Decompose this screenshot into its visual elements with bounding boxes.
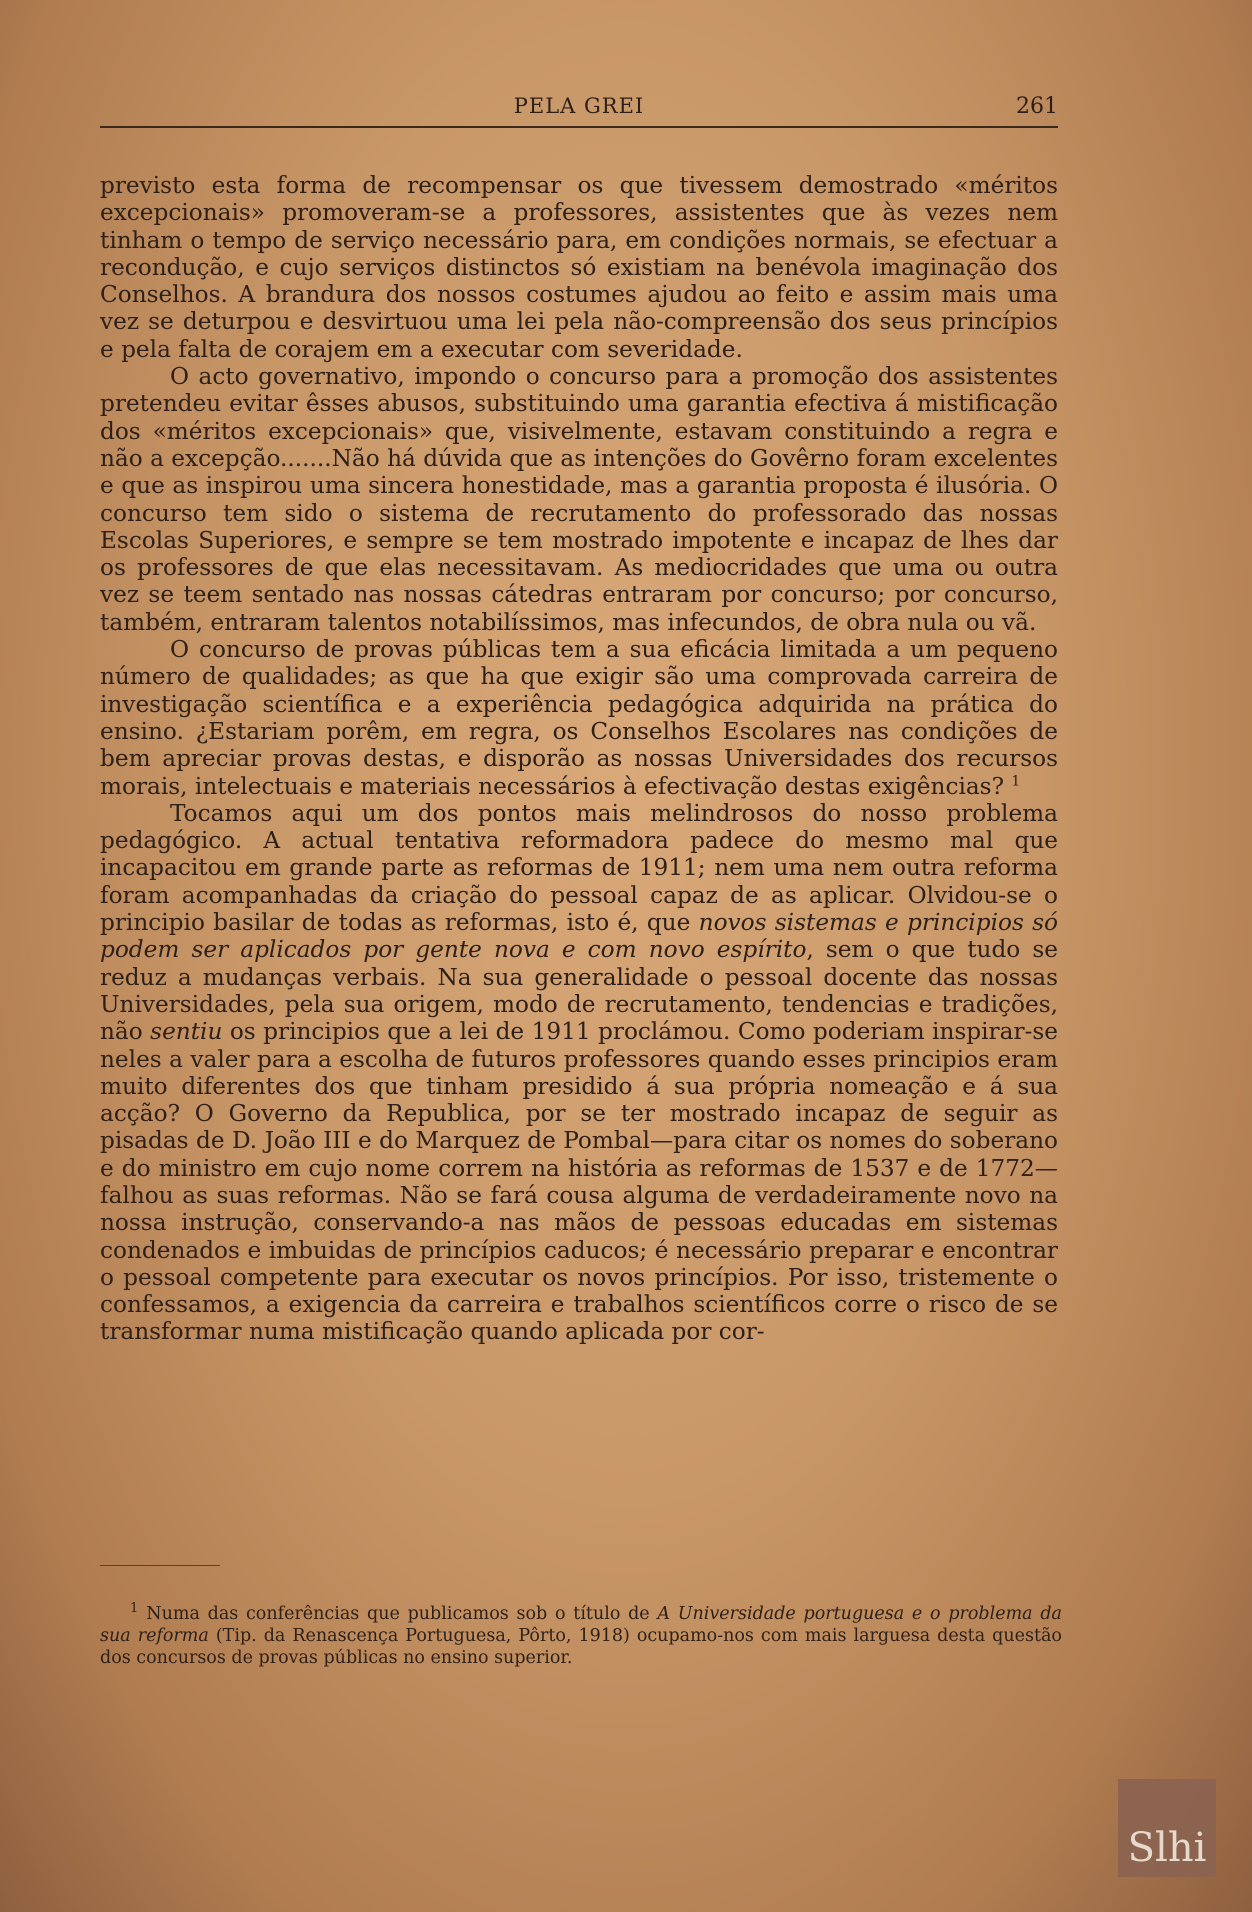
- footnote-text-a: Numa das conferências que publicamos sob o título de: [146, 1603, 658, 1624]
- paragraph-1: previsto esta forma de recompensar os que tivessem demostrado «méritos excepcionais» promoveram-se a professores, assistentes que às vezes nem tinham o tempo de serviço necessário para, em condições normais, se efectuar a recondução, e cujo serviços distinctos só existiam na benévola imaginação dos Conselhos. A brandura dos nossos costumes ajudou ao feito e assim mais uma vez se deturpou e desvirtuou uma lei pela não-compreensão dos seus princípios e pela falta de corajem em a executar com severidade.: [100, 172, 1058, 363]
- paragraph-4: [100, 800, 1058, 1346]
- paragraph-4-emphasis-2: sentiu: [150, 1018, 223, 1046]
- footnote: [100, 1598, 1062, 1669]
- library-logo: Slhi: [1118, 1779, 1216, 1877]
- page-number: 261: [1016, 94, 1058, 119]
- paragraph-4-part-b: , sem o que tudo se reduz a mudanças verbais. Na sua generalidade o pessoal docente das nossas Universidades, pela sua origem, modo de recrutamento, tendencias e tradições, não: [100, 936, 1058, 1046]
- footnote-mark: 1: [130, 1601, 139, 1616]
- paragraph-4-part-c: os principios que a lei de 1911 proclámou. Como poderiam inspirar-se neles a valer para a escolha de futuros professores quando esses principios eram muito diferentes dos que tinham presidido á sua própria nomeação e á sua acção? O Governo da Republica, por se ter mostrado incapaz de seguir as pisadas de D. João III e do Marquez de Pombal—para citar os nomes do soberano e do ministro em cujo nome correm na história as reformas de 1537 e de 1772—falhou as suas reformas. Não se fará cousa alguma de verdadeiramente novo na nossa instrução, conservando-a nas mãos de pessoas educadas em sistemas condenados e imbuidas de princípios caducos; é necessário preparar e encontrar o pessoal competente para executar os novos princípios. Por isso, tristemente o confessamos, a exigencia da carreira e trabalhos scientíficos corre o risco de se transformar numa mistificação quando aplicada por cor-: [100, 1018, 1059, 1346]
- paragraph-3: [100, 636, 1058, 800]
- footnote-reference: 1: [1011, 772, 1021, 789]
- paragraph-2: O acto governativo, impondo o concurso para a promoção dos assistentes pretendeu evitar êsses abusos, substituindo uma garantia efectiva á mistificação dos «méritos excepcionais» que, visivelmente, estavam constituindo a regra e não a excepção.......Não há dúvida que as intenções do Govêrno foram excelentes e que as inspirou uma sincera honestidade, mas a garantia proposta é ilusória. O concurso tem sido o sistema de recrutamento do professorado das nossas Escolas Superiores, e sempre se tem mostrado impotente e incapaz de lhes dar os professores de que elas necessitavam. As mediocridades que uma ou outra vez se teem sentado nas nossas cátedras entraram por concurso; por concurso, também, entraram talentos notabilíssimos, mas infecundos, de obra nula ou vã.: [100, 363, 1058, 636]
- body-text: [100, 172, 1058, 1346]
- page-header: [100, 92, 1058, 128]
- paragraph-4-emphasis-1: novos sistemas e principios só podem ser aplicados por gente nova e com novo espírito: [100, 909, 1058, 964]
- footnote-divider: [100, 1565, 220, 1566]
- paragraph-4-part-a: Tocamos aqui um dos pontos mais melindrosos do nosso problema pedagógico. A actual tentativa reformadora padece do mesmo mal que incapacitou em grande parte as reformas de 1911; nem uma nem outra reforma foram acompanhadas da criação do pessoal capaz de as aplicar. Olvidou-se o principio basilar de todas as reformas, isto é, que: [100, 799, 1058, 937]
- paragraph-3-text: O concurso de provas públicas tem a sua eficácia limitada a um pequeno número de qualidades; as que ha que exigir são uma comprovada carreira de investigação scientífica e a experiência pedagógica adquirida na prática do ensino. ¿Estariam porêm, em regra, os Conselhos Escolares nas condições de bem apreciar provas destas, e disporão as nossas Universidades dos recursos morais, intelectuais e materiais necessários à efectivação destas exigências?: [100, 636, 1058, 800]
- running-title: PELA GREI: [513, 94, 645, 118]
- footnote-book-title: A Universidade portuguesa e o problema da sua reforma: [100, 1603, 1062, 1646]
- footnote-text-b: (Tip. da Renascença Portuguesa, Pôrto, 1918) ocupamo-nos com mais larguesa desta questão dos concursos de provas públicas no ensino superior.: [100, 1625, 1062, 1668]
